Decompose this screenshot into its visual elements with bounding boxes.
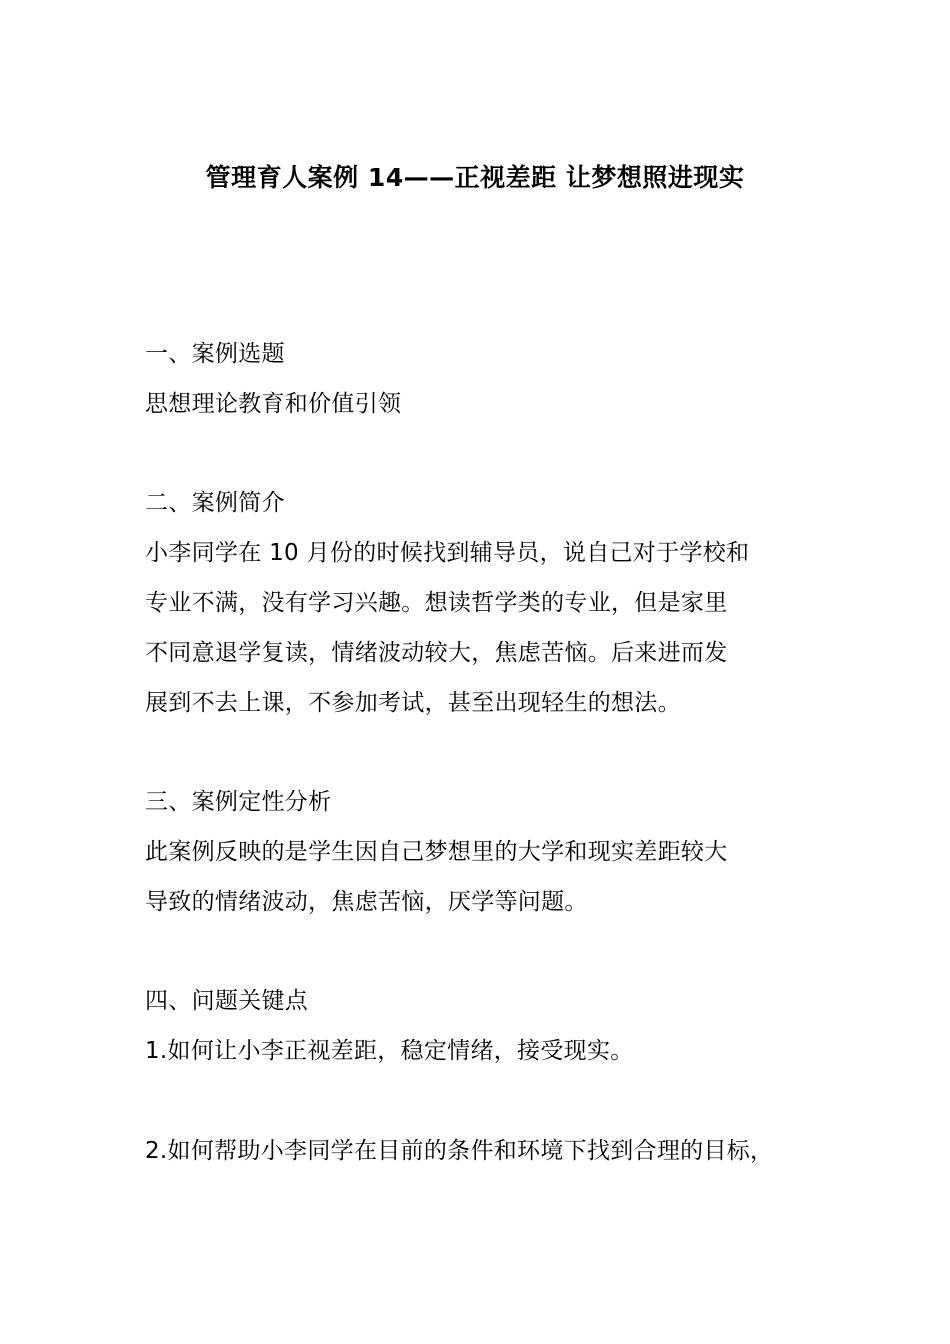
- section-4-text-line: 1.如何让小李正视差距，稳定情绪，接受现实。: [145, 1038, 634, 1064]
- section-2-heading: 二、案例简介: [145, 490, 285, 516]
- section-1-heading: 一、案例选题: [145, 341, 285, 367]
- document-title: 管理育人案例 14——正视差距 让梦想照进现实: [205, 163, 745, 192]
- section-2-text-line: 小李同学在 10 月份的时候找到辅导员，说自己对于学校和: [145, 540, 750, 566]
- section-4-text-line: 2.如何帮助小李同学在目前的条件和环境下找到合理的目标，: [145, 1138, 774, 1164]
- section-2-text-line: 不同意退学复读，情绪波动较大，焦虑苦恼。后来进而发: [145, 640, 728, 666]
- section-1-text-line: 思想理论教育和价值引领: [145, 391, 402, 417]
- section-3-heading: 三、案例定性分析: [145, 789, 332, 815]
- section-2-text-line: 展到不去上课，不参加考试，甚至出现轻生的想法。: [145, 690, 681, 716]
- section-2-text-line: 专业不满，没有学习兴趣。想读哲学类的专业，但是家里: [145, 590, 728, 616]
- section-4-heading: 四、问题关键点: [145, 988, 309, 1014]
- section-3-text-line: 导致的情绪波动，焦虑苦恼，厌学等问题。: [145, 889, 588, 915]
- section-3-text-line: 此案例反映的是学生因自己梦想里的大学和现实差距较大: [145, 839, 728, 865]
